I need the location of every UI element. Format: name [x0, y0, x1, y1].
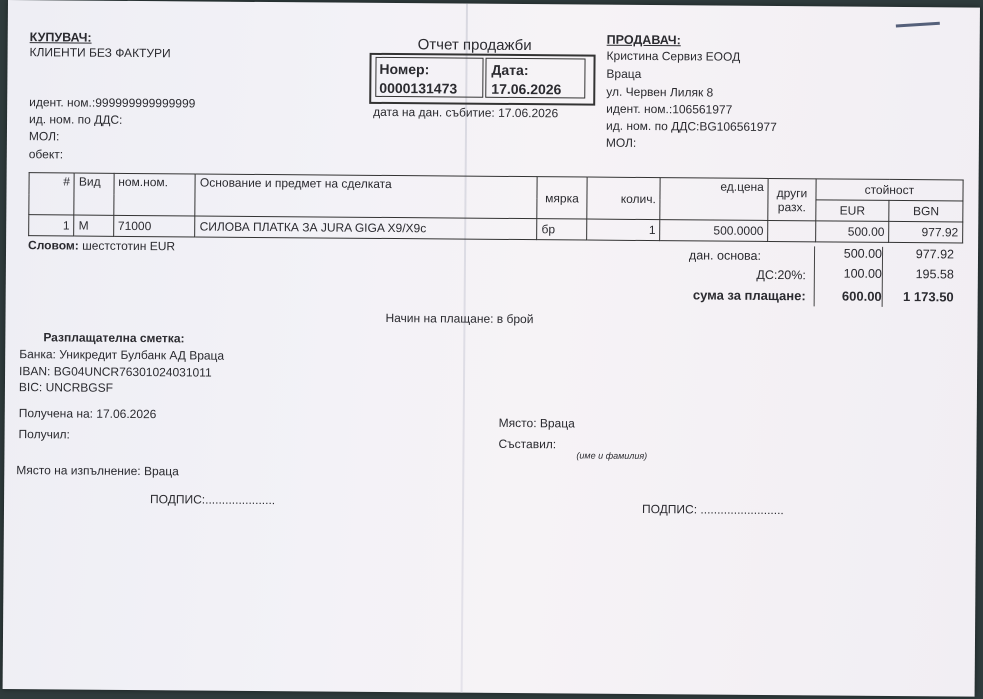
received-by: Получил: [18, 427, 70, 442]
row-type: М [74, 215, 113, 236]
words-value: шестстотин EUR [82, 238, 176, 254]
place: Място: Враца [498, 415, 575, 431]
received-on: Получена на: 17.06.2026 [18, 406, 157, 422]
seller-id: идент. ном.:106561977 [606, 101, 733, 117]
seller-mol: МОЛ: [605, 135, 637, 150]
vat-bgn: 195.58 [915, 267, 954, 282]
sum-eur: 600.00 [841, 288, 882, 304]
col-other: други разх. [768, 178, 816, 220]
col-bgn: BGN [889, 200, 963, 222]
report-number: 0000131473 [379, 79, 458, 97]
buyer-mol: МОЛ: [28, 129, 60, 144]
col-qty: колич. [587, 177, 661, 220]
col-desc: Основание и предмет на сделката [195, 174, 537, 219]
seller-heading: ПРОДАВАЧ: [606, 32, 681, 48]
row-price: 500.0000 [660, 220, 768, 242]
bank-heading: Разплащателна сметка: [43, 330, 185, 346]
seller-name: Кристина Сервиз ЕООД [606, 48, 741, 64]
row-bgn: 977.92 [889, 221, 963, 243]
prepared-by: Съставил: [498, 436, 557, 452]
col-type: Вид [74, 173, 114, 215]
row-desc: СИЛОВА ПЛАТКА ЗА JURA GIGA X9/X9c [195, 216, 537, 240]
totals-divider [882, 247, 883, 307]
signature-left: ПОДПИС:..................... [150, 492, 276, 508]
base-label: дан. основа: [688, 248, 762, 263]
seller-city: Враца [606, 66, 642, 81]
row-qty: 1 [586, 219, 660, 241]
base-eur: 500.00 [843, 246, 883, 261]
report-title: Отчет продажби [417, 36, 532, 55]
pen-mark [896, 22, 940, 28]
row-unit: бр [537, 219, 587, 240]
col-unit: мярка [537, 177, 587, 219]
sum-label: сума за плащане: [692, 287, 806, 304]
col-price: ед.цена [660, 178, 768, 221]
place-of-execution: Място на изпълнение: Враца [16, 463, 179, 479]
payment-method: Начин на плащане: в брой [385, 310, 534, 327]
vat-eur: 100.00 [843, 266, 882, 281]
col-num: # [29, 173, 75, 215]
row-code: 71000 [113, 215, 195, 237]
base-bgn: 977.92 [915, 247, 955, 262]
vat-label: ДС:20%: [756, 267, 806, 283]
tax-event-date: дата на дан. събитие: 17.06.2026 [373, 104, 559, 121]
row-eur: 500.00 [815, 221, 889, 243]
bank-iban: IBAN: BG04UNCR76301024031011 [19, 364, 212, 380]
items-table [28, 172, 963, 243]
buyer-name: КЛИЕНТИ БЕЗ ФАКТУРИ [29, 45, 171, 61]
bank-name: Банка: Уникредит Булбанк АД Враца [19, 347, 225, 363]
col-eur: EUR [815, 200, 889, 222]
buyer-vat: ид. ном. по ДДС: [29, 112, 123, 127]
seller-street: ул. Червен Лиляк 8 [606, 84, 714, 100]
receipt-paper [3, 0, 980, 697]
bank-bic: BIC: UNCRBGSF [18, 380, 114, 395]
buyer-id: идент. ном.:999999999999999 [29, 95, 196, 111]
amount-in-words [28, 238, 175, 253]
sum-bgn: 1 173.50 [903, 289, 954, 305]
table-header-row [29, 173, 963, 201]
signature-right: ПОДПИС: ......................... [641, 501, 784, 518]
report-date: 17.06.2026 [491, 80, 562, 98]
name-hint: (име и фамилия) [576, 450, 648, 462]
buyer-heading: КУПУВАЧ: [29, 30, 92, 45]
date-label: Дата: [491, 61, 529, 79]
number-label: Номер: [379, 60, 430, 78]
col-code: ном.ном. [114, 173, 196, 216]
row-num: 1 [29, 215, 75, 236]
row-other [768, 220, 816, 241]
words-label: Словом: [28, 238, 79, 253]
buyer-object: обект: [28, 147, 64, 162]
seller-vat: ид. ном. по ДДС:BG106561977 [605, 118, 777, 135]
col-value: стойност [816, 179, 963, 201]
